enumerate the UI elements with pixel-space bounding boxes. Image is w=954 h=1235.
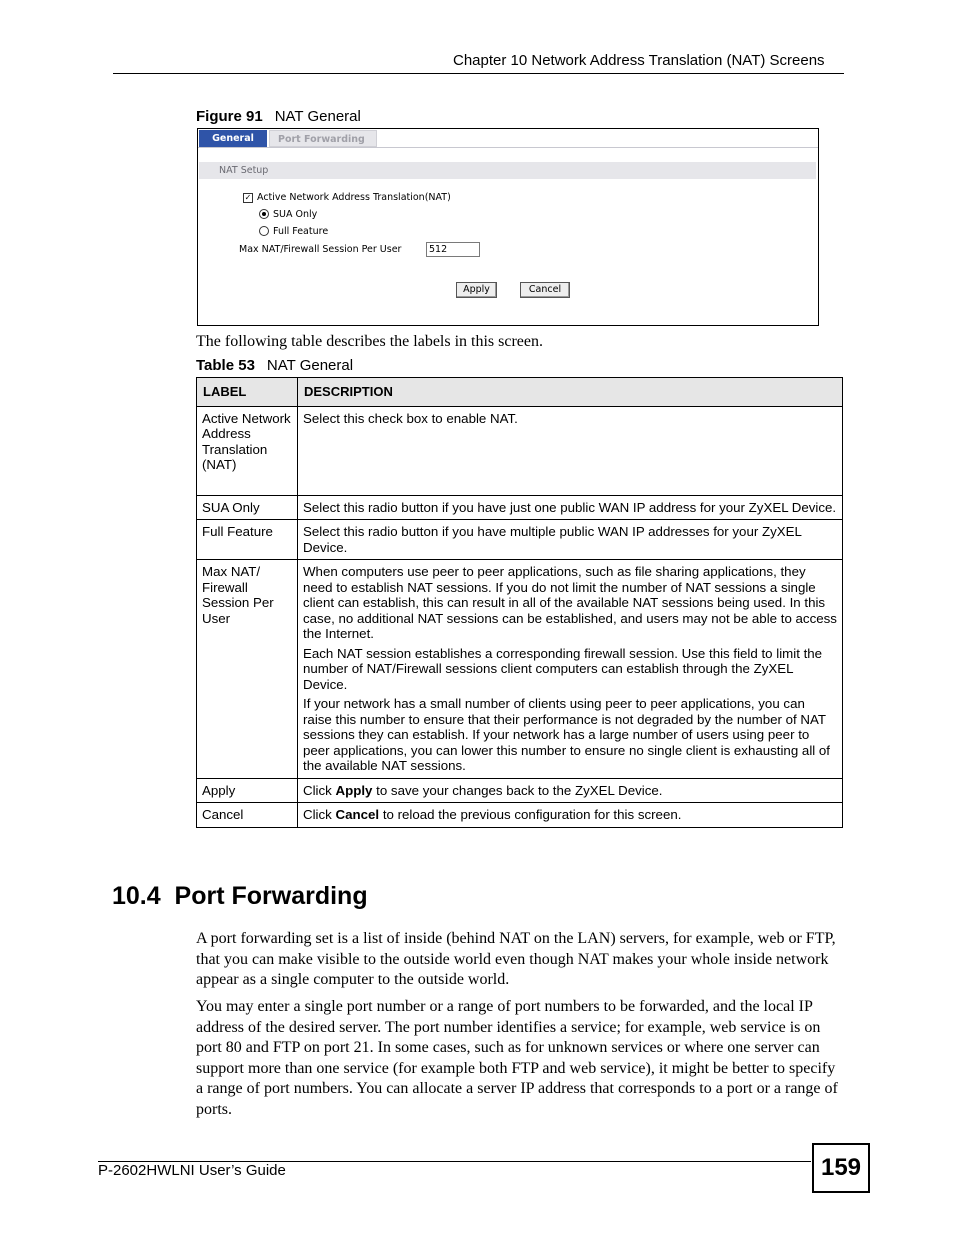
cancel-button[interactable]: Cancel: [520, 282, 570, 298]
table-row: [197, 520, 843, 560]
table-number: Table 53: [196, 357, 255, 374]
row-label: Active Network Address Translation (NAT): [197, 406, 298, 495]
tab-port-forwarding[interactable]: Port Forwarding: [269, 130, 377, 147]
description-paragraph: Each NAT session establishes a corresponding firewall session. Use this field to limit the number of NAT/Firewall sessions client computers can establish through the ZyXEL Device.: [303, 645, 823, 692]
header-rule: [113, 73, 844, 74]
row-label: SUA Only: [197, 495, 298, 520]
max-session-input[interactable]: 512: [426, 242, 480, 257]
row-label: Full Feature: [197, 520, 298, 560]
table-row: [197, 560, 843, 779]
figure-title: NAT General: [274, 108, 361, 125]
footer-guide-title: P-2602HWLNI User’s Guide: [98, 1162, 286, 1179]
table-title: NAT General: [266, 357, 354, 374]
running-header: Chapter 10 Network Address Translation (NAT) Screens: [453, 52, 825, 69]
description-paragraph: Select this radio button if you have multiple public WAN IP addresses for your ZyXEL Device.: [303, 524, 802, 555]
table-row: [197, 803, 843, 828]
row-label: Apply: [197, 778, 298, 803]
figure-caption: [196, 108, 361, 125]
nat-general-screenshot: [197, 128, 819, 326]
sua-only-radio[interactable]: [259, 209, 269, 219]
page-number: 159: [812, 1143, 870, 1193]
table-row: [197, 495, 843, 520]
table-intro: The following table describes the labels in this screen.: [196, 333, 544, 350]
table-row: [197, 406, 843, 495]
bold-term: Cancel: [335, 807, 380, 822]
row-label: Cancel: [197, 803, 298, 828]
apply-button[interactable]: Apply: [456, 282, 497, 298]
radio-selected-dot: [262, 212, 266, 216]
row-description: Click Apply to save your changes back to the ZyXEL Device.: [298, 778, 843, 803]
description-paragraph: When computers use peer to peer applications, such as file sharing applications, they need to establish NAT sessions. If you do not limit the number of NAT sessions a single client can establish, this can result in all of the available NAT sessions being used. In this case, no additional NAT sessions can be established, and users may not be able to access the Internet.: [303, 564, 837, 641]
figure-number: Figure 91: [196, 108, 263, 125]
max-session-label: Max NAT/Firewall Session Per User: [239, 244, 402, 255]
tab-divider: [198, 147, 818, 148]
full-feature-label: Full Feature: [273, 226, 329, 237]
body-paragraph: A port forwarding set is a list of inside (behind NAT on the LAN) servers, for example, web or FTP, that you can make visible to the outside world even though NAT makes your whole inside network appear as a single computer to the outside world.: [196, 930, 836, 988]
tab-general[interactable]: General: [199, 130, 267, 147]
nat-setup-section-title: NAT Setup: [199, 162, 816, 179]
description-paragraph: If your network has a small number of clients using peer to peer applications, you can raise this number to ensure that their performance is not degraded by the number of NAT sessions they can establish. If your network has a large number of users using peer to peer applications, you can lower this number to ensure no single client is exhausting all of the available NAT sessions.: [303, 696, 831, 773]
nat-general-table: [196, 377, 843, 828]
description-header: DESCRIPTION: [298, 378, 843, 407]
full-feature-radio[interactable]: [259, 226, 269, 236]
row-description: [298, 495, 843, 520]
table-caption: [196, 357, 353, 374]
section-heading: 10.4 Port Forwarding: [112, 882, 368, 910]
row-description: [298, 406, 843, 495]
row-label: Max NAT/ Firewall Session Per User: [197, 560, 298, 779]
sua-only-label: SUA Only: [273, 209, 318, 220]
active-nat-checkbox[interactable]: ✓: [244, 193, 252, 202]
description-paragraph: Select this radio button if you have just one public WAN IP address for your ZyXEL Device.: [303, 499, 837, 515]
active-nat-label: Active Network Address Translation(NAT): [257, 192, 451, 203]
table-row: [197, 778, 843, 803]
label-header: LABEL: [197, 378, 298, 407]
body-paragraph: You may enter a single port number or a range of port numbers to be forwarded, and the local IP address of the desired server. The port number identifies a service; for example, web service is on port 80 and FTP on port 21. In some cases, such as for unknown services or where one server can support more than one service (for example both FTP and web service), it might be better to specify a range of port numbers. You can allocate a server IP address that corresponds to a port or a range of ports.: [196, 998, 838, 1118]
description-paragraph: Select this check box to enable NAT.: [303, 410, 518, 426]
row-description: Click Cancel to reload the previous configuration for this screen.: [298, 803, 843, 828]
row-description: [298, 520, 843, 560]
table-header-row: [197, 378, 843, 407]
row-description: [298, 560, 843, 779]
bold-term: Apply: [335, 782, 373, 798]
